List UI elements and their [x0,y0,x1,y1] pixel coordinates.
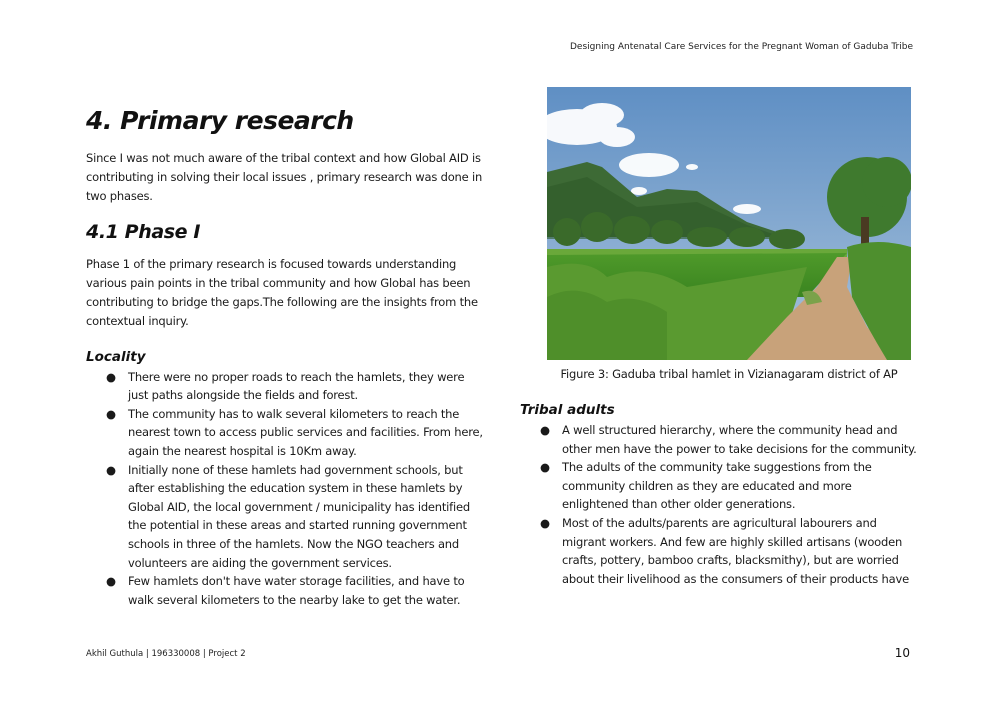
bullet-icon: ● [106,462,116,477]
list-item-text: Most of the adults/parents are agricultural labourers and migrant workers. And few are highly skilled artisans (wooden crafts, pottery, bamboo crafts, blacksmithy), but are worried about their livelihood as the consumers of their products have [562,515,909,586]
locality-list [86,368,486,610]
list-item-text: A well structured hierarchy, where the community head and other men have the power to take decisions for the community. [562,423,917,456]
locality-heading: Locality [86,348,146,365]
list-item [86,461,486,573]
tribal-adults-list [520,421,920,588]
list-item [520,421,920,458]
list-item-text: The community has to walk several kilometers to reach the nearest town to access public services and facilities. From here, again the nearest hospital is 10Km away. [128,406,483,458]
list-item [520,514,920,588]
list-item [86,368,486,405]
list-item-text: The adults of the community take suggestions from the community children as they are educated and more enlightened than other older generations. [562,460,872,512]
figure-caption: Figure 3: Gaduba tribal hamlet in Vizianagaram district of AP [560,367,898,381]
tribal-adults-heading: Tribal adults [520,402,615,418]
list-item [86,572,486,609]
list-item [86,405,486,461]
phase1-intro: Phase 1 of the primary research is focused towards understanding various pain points in the tribal community and how Global has been contributing to bridge the gaps.The following are the insights from the contextual inquiry. [86,257,478,328]
list-item-text: There were no proper roads to reach the hamlets, they were just paths alongside the fields and forest. [128,369,465,403]
section-title: 4. Primary research [86,106,354,135]
list-item [520,458,920,514]
footer-author-line: Akhil Guthula | 196330008 | Project 2 [86,649,246,659]
page-number: 10 [894,646,910,660]
list-item-text: Few hamlets don't have water storage facilities, and have to walk several kilometers to the nearby lake to get the water. [128,574,465,607]
left-column [86,106,486,609]
tribal-adults-section [520,402,920,588]
list-item-text: Initially none of these hamlets had government schools, but after establishing the education system in these hamlets by Global AID, the local government / municipality has identified the potential in these areas and started running government schools in three of the hamlets. Now the NGO teachers and volunteers are aiding the government services. [128,462,471,570]
figure-photo [547,87,911,360]
section-intro: Since I was not much aware of the tribal context and how Global AID is contributing in solving their local issues , primary research was done in two phases. [86,151,483,203]
running-header: Designing Antenatal Care Services for the Pregnant Woman of Gaduba Tribe [570,42,913,52]
bullet-icon: ● [106,406,116,421]
bullet-icon: ● [106,574,116,589]
bullet-icon: ● [540,423,550,437]
bullet-icon: ● [540,515,550,530]
subsection-title: 4.1 Phase I [86,221,201,244]
locality-section [86,349,486,610]
landscape-image [547,87,911,360]
bullet-icon: ● [106,369,116,384]
bullet-icon: ● [540,460,550,475]
